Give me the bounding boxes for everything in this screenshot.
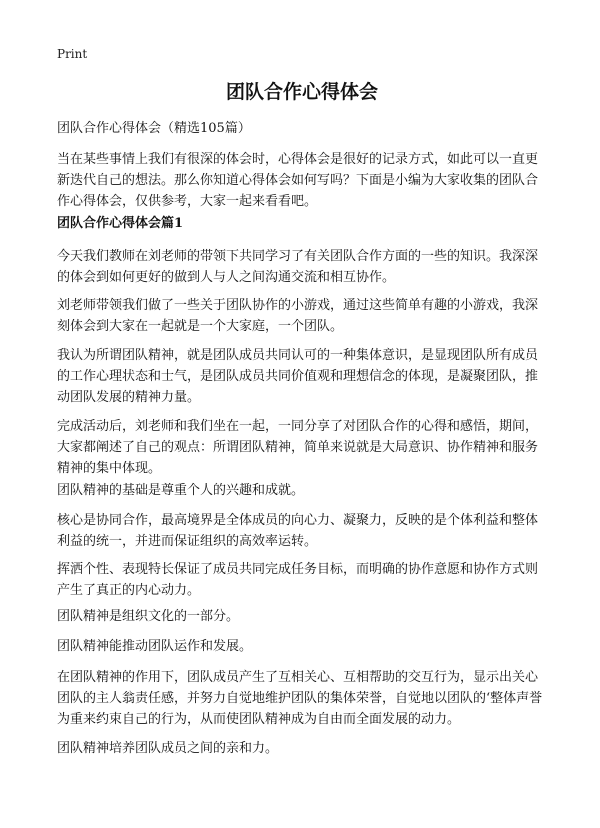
paragraph: 团队精神的基础是尊重个人的兴趣和成就。: [57, 483, 305, 498]
intro-paragraph: 当在某些事情上我们有很深的体会时，心得体会是很好的记录方式，如此可以一直更新迭代自己的想法。那么你知道心得体会如何写吗？下面是小编为大家收集的团队合作心得体会，仅供参考，大家一起来看看吧。: [57, 152, 539, 209]
paragraph: 我认为所谓团队精神，就是团队成员共同认可的一种集体意识，是显现团队所有成员的工作心理状态和士气，是团队成员共同价值观和理想信念的体现，是凝聚团队，推动团队发展的精神力量。: [57, 348, 539, 405]
paragraph: 团队精神培养团队成员之间的亲和力。: [57, 741, 279, 756]
paragraph: 完成活动后，刘老师和我们坐在一起，一同分享了对团队合作的心得和感悟，期间，大家都阐述了自己的观点：所谓团队精神，简单来说就是大局意识、协作精神和服务精神的集中体现。: [57, 419, 539, 476]
print-link[interactable]: Print: [57, 47, 88, 61]
paragraph: 团队精神是组织文化的一部分。: [57, 609, 240, 624]
paragraph: 核心是协同合作，最高境界是全体成员的向心力、凝聚力，反映的是个体利益和整体利益的统一，并进而保证组织的高效率运转。: [57, 513, 539, 549]
section-heading: 团队合作心得体会篇1: [57, 216, 184, 231]
page-title: 团队合作心得体会: [225, 81, 378, 103]
paragraph: 刘老师带领我们做了一些关于团队协作的小游戏，通过这些简单有趣的小游戏，我深刻体会到大家在一起就是一个大家庭，一个团队。: [57, 298, 539, 334]
document-subtitle: 团队合作心得体会（精选105篇）: [57, 121, 251, 136]
paragraph: 在团队精神的作用下，团队成员产生了互相关心、互相帮助的交互行为，显示出关心团队的主人翁责任感，并努力自觉地维护团队的集体荣誉，自觉地以团队的‘整体声誉为重来约束自己的行为，从而使团队精神成为自由而全面发展的动力。: [57, 670, 543, 727]
paragraph: 挥洒个性、表现特长保证了成员共同完成任务目标，而明确的协作意愿和协作方式则产生了真正的内心动力。: [57, 562, 539, 598]
paragraph: 今天我们教师在刘老师的带领下共同学习了有关团队合作方面的一些的知识。我深深的体会到如何更好的做到人与人之间沟通交流和相互协作。: [57, 249, 539, 285]
paragraph: 团队精神能推动团队运作和发展。: [57, 639, 253, 654]
